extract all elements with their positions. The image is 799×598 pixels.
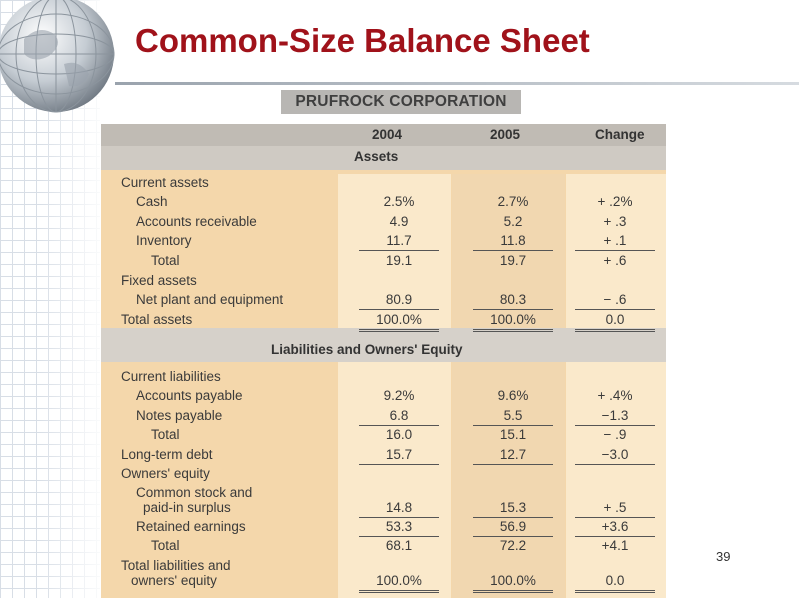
liabilities-row-label: Common stock and <box>136 485 253 500</box>
liabilities-value-2005: 72.2 <box>499 538 527 553</box>
assets-value-2005: 5.2 <box>503 214 523 229</box>
liabilities-value-change: 0.0 <box>575 573 655 588</box>
liabilities-value-2005: 15.3 <box>473 500 553 515</box>
liabilities-value-change: + .5 <box>575 500 655 515</box>
liabilities-value-2004: 53.3 <box>359 519 439 534</box>
assets-row-label: Cash <box>136 194 168 209</box>
assets-value-2004: 100.0% <box>359 312 439 327</box>
assets-value-change: + .6 <box>603 253 627 268</box>
assets-value-2004: 19.1 <box>385 253 413 268</box>
column-header-2005: 2005 <box>490 127 521 142</box>
liabilities-value-2004: 14.8 <box>359 500 439 515</box>
liabilities-row-label: Total <box>151 427 180 442</box>
liabilities-value-2004: 16.0 <box>385 427 413 442</box>
assets-row-label: Inventory <box>136 233 192 248</box>
liabilities-value-change: + .4% <box>597 388 633 403</box>
assets-value-2004: 80.9 <box>359 292 439 307</box>
assets-value-change: + .3 <box>603 214 627 229</box>
liabilities-value-2005: 5.5 <box>473 408 553 423</box>
liabilities-value-change: −3.0 <box>575 447 655 462</box>
liabilities-value-change: +3.6 <box>575 519 655 534</box>
assets-heading: Assets <box>354 149 399 164</box>
title-divider <box>115 82 799 85</box>
slide-title: Common-Size Balance Sheet <box>135 22 590 59</box>
liabilities-row-label: Retained earnings <box>136 519 246 534</box>
column-header-change: Change <box>595 127 645 142</box>
liabilities-value-2005: 100.0% <box>473 573 553 588</box>
liabilities-value-2004: 9.2% <box>383 388 415 403</box>
assets-value-2005: 80.3 <box>473 292 553 307</box>
assets-row-label: Total assets <box>121 312 193 327</box>
liabilities-row-label: Current liabilities <box>121 369 221 384</box>
assets-value-change: − .6 <box>575 292 655 307</box>
liabilities-row-label: owners' equity <box>131 573 217 588</box>
column-header-2004: 2004 <box>372 127 403 142</box>
corporation-label: PRUFROCK CORPORATION <box>281 90 521 114</box>
liabilities-row-label: Accounts payable <box>136 388 243 403</box>
liabilities-row-label: paid-in surplus <box>143 500 231 515</box>
liabilities-row-label: Total liabilities and <box>121 558 231 573</box>
liabilities-value-change: −1.3 <box>575 408 655 423</box>
liabilities-value-2004: 6.8 <box>359 408 439 423</box>
liabilities-value-2005: 12.7 <box>473 447 553 462</box>
liabilities-row-label: Owners' equity <box>121 466 210 481</box>
assets-row-label: Fixed assets <box>121 273 197 288</box>
assets-row-label: Current assets <box>121 175 209 190</box>
assets-row-label: Net plant and equipment <box>136 292 284 307</box>
assets-value-change: 0.0 <box>575 312 655 327</box>
liabilities-value-2005: 15.1 <box>499 427 527 442</box>
assets-row-label: Total <box>151 253 180 268</box>
liabilities-value-2004: 100.0% <box>359 573 439 588</box>
assets-value-2005: 11.8 <box>473 233 553 248</box>
assets-value-2005: 100.0% <box>473 312 553 327</box>
assets-value-change: + .1 <box>575 233 655 248</box>
balance-sheet-figure <box>101 88 666 598</box>
assets-value-2004: 2.5% <box>383 194 415 209</box>
assets-value-2004: 11.7 <box>359 233 439 248</box>
liabilities-value-2004: 15.7 <box>359 447 439 462</box>
page-number: 39 <box>716 549 731 564</box>
liabilities-value-change: +4.1 <box>601 538 629 553</box>
liabilities-row-label: Long-term debt <box>121 447 213 462</box>
assets-row-label: Accounts receivable <box>136 214 257 229</box>
liabilities-value-2005: 9.6% <box>497 388 529 403</box>
liabilities-heading: Liabilities and Owners' Equity <box>271 342 463 357</box>
assets-value-2004: 4.9 <box>389 214 409 229</box>
assets-value-change: + .2% <box>597 194 633 209</box>
liabilities-value-2004: 68.1 <box>385 538 413 553</box>
assets-value-2005: 2.7% <box>497 194 529 209</box>
liabilities-value-change: − .9 <box>603 427 627 442</box>
liabilities-row-label: Total <box>151 538 180 553</box>
liabilities-value-2005: 56.9 <box>473 519 553 534</box>
assets-value-2005: 19.7 <box>499 253 527 268</box>
liabilities-row-label: Notes payable <box>136 408 223 423</box>
